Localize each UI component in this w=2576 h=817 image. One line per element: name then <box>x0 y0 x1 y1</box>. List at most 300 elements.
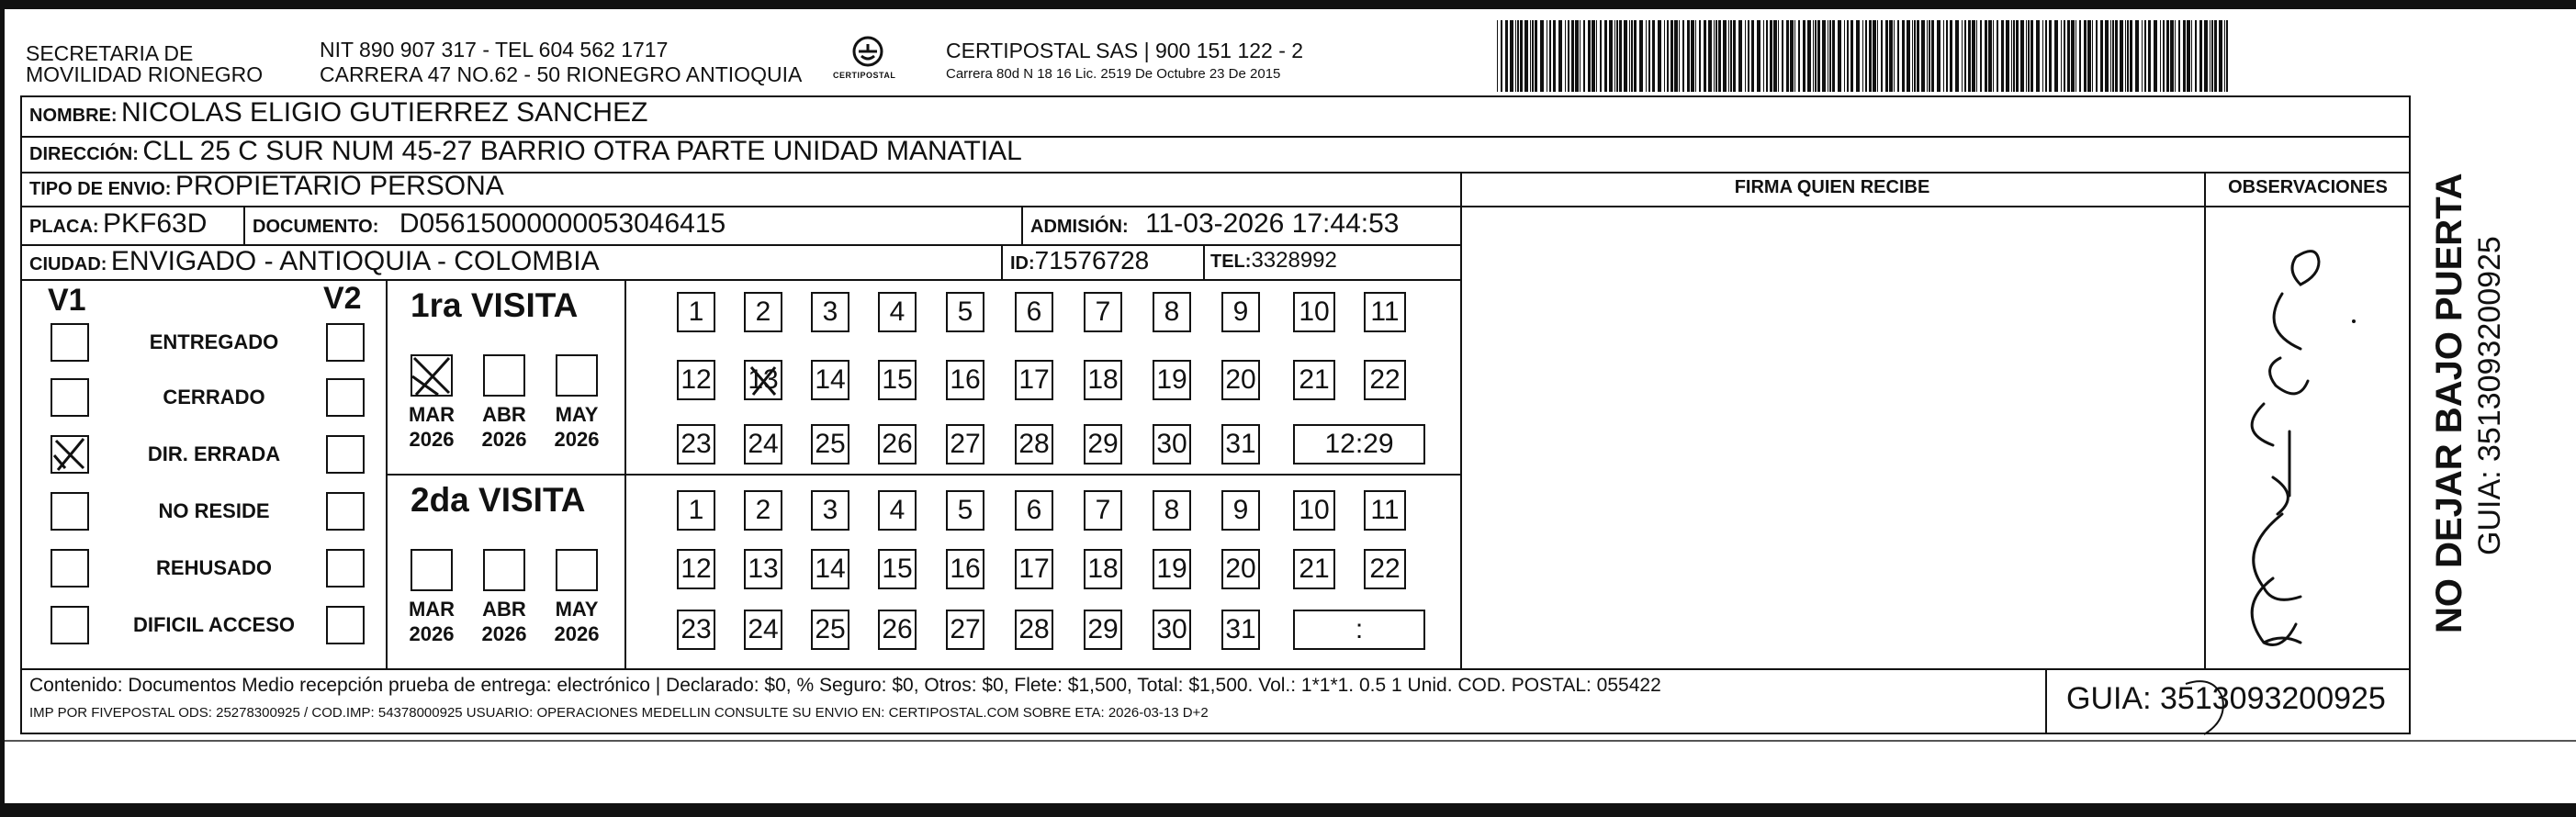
month-name: ABR <box>482 403 526 426</box>
second-visit-title: 2da VISITA <box>411 481 586 519</box>
id-field <box>1010 246 1149 275</box>
barcode-bar <box>1501 20 1502 92</box>
city-label: CIUDAD: <box>29 254 107 274</box>
barcode-bar <box>1894 20 1895 92</box>
observations-header: OBSERVACIONES <box>2228 177 2388 197</box>
day-box[interactable]: 20 <box>1221 360 1260 400</box>
day-box[interactable]: 14 <box>811 549 849 589</box>
barcode-bar <box>2148 20 2151 92</box>
day-box[interactable]: 17 <box>1015 549 1053 589</box>
day-box[interactable]: 15 <box>878 360 917 400</box>
barcode-bar <box>1708 20 1712 92</box>
id-label: ID: <box>1010 253 1035 274</box>
address-line: CARRERA 47 NO.62 - 50 RIONEGRO ANTIOQUIA <box>320 62 803 86</box>
day-box[interactable]: 21 <box>1293 360 1335 400</box>
barcode-bar <box>1751 20 1754 92</box>
issuer-line1: SECRETARIA DE <box>26 41 194 65</box>
day-box[interactable]: 25 <box>811 610 849 650</box>
id-value: 71576728 <box>1034 246 1150 274</box>
tel-label: TEL: <box>1210 252 1252 272</box>
barcode-bar <box>1648 20 1650 92</box>
barcode-bar <box>1565 20 1566 92</box>
barcode-bar <box>2187 20 2190 92</box>
barcode-bar <box>1748 20 1749 92</box>
barcode-bar <box>2028 20 2030 92</box>
barcode <box>1495 20 2232 92</box>
footer-signature-stroke <box>2177 666 2250 739</box>
day-box[interactable]: 2 <box>744 292 782 332</box>
barcode-bar <box>1946 20 1948 92</box>
month-checkbox[interactable] <box>556 549 598 591</box>
day-box[interactable]: 12 <box>677 360 715 400</box>
issuer-line2: MOVILIDAD RIONEGRO <box>26 62 264 86</box>
day-box[interactable]: 31 <box>1221 610 1260 650</box>
option-label: REHUSADO <box>156 556 272 579</box>
barcode-bar <box>1968 20 1971 92</box>
barcode-bar <box>2079 20 2081 92</box>
barcode-bar <box>2036 20 2040 92</box>
day-box[interactable]: 28 <box>1015 424 1053 464</box>
day-box[interactable]: 12 <box>677 549 715 589</box>
barcode-bar <box>2191 20 2192 92</box>
barcode-bar <box>2042 20 2043 92</box>
day-box[interactable]: 24 <box>744 424 782 464</box>
barcode-bar <box>1730 20 1732 92</box>
day-box[interactable]: 26 <box>878 424 917 464</box>
barcode-bar <box>1629 20 1630 92</box>
company-line: CERTIPOSTAL SAS | 900 151 122 - 2 <box>946 39 1304 62</box>
day-box[interactable]: 9 <box>1221 292 1260 332</box>
barcode-bar <box>2045 20 2047 92</box>
v2-checkbox[interactable] <box>326 492 365 531</box>
barcode-bar <box>1535 20 1537 92</box>
barcode-bar <box>2026 20 2027 92</box>
barcode-bar <box>1917 20 1919 92</box>
barcode-bar <box>1679 20 1680 92</box>
col-observations-left <box>2204 172 2206 668</box>
barcode-bar <box>1704 20 1706 92</box>
barcode-bar <box>1873 20 1876 92</box>
day-box[interactable]: 26 <box>878 610 917 650</box>
barcode-bar <box>2142 20 2143 92</box>
barcode-bar <box>1937 20 1940 92</box>
v2-checkbox[interactable] <box>326 435 365 474</box>
day-box[interactable]: 8 <box>1153 292 1191 332</box>
barcode-bar <box>2154 20 2157 92</box>
name-label: NOMBRE: <box>29 106 118 126</box>
content-line: Contenido: Documentos Medio recepción prueba de entrega: electrónico | Declarado: $0, % Seguro: $0, Otros: $0, Flete: $1,500, Total: $1,500. Vol.: 1*1*1. 0.5 1 Unid. COD. POSTAL: 055422 <box>29 675 1661 696</box>
address-label: DIRECCIÓN: <box>29 144 139 164</box>
barcode-bar <box>1907 20 1910 92</box>
day-box[interactable]: 23 <box>677 610 715 650</box>
barcode-bar <box>1773 20 1777 92</box>
barcode-bar <box>1955 20 1959 92</box>
divider <box>1001 244 1003 279</box>
barcode-bar <box>2061 20 2062 92</box>
barcode-bar <box>1575 20 1579 92</box>
document-field <box>253 208 726 240</box>
barcode-bar <box>1778 20 1779 92</box>
barcode-bar <box>1980 20 1982 92</box>
v1-label: V1 <box>48 283 86 318</box>
admission-value: 11-03-2026 17:44:53 <box>1145 208 1400 239</box>
barcode-bar <box>2224 20 2225 92</box>
certipostal-logo <box>831 35 905 84</box>
month-name: MAR <box>408 598 456 621</box>
barcode-bar <box>1718 20 1721 92</box>
address-field <box>29 136 1022 167</box>
option-label: DIR. ERRADA <box>147 442 281 465</box>
ship-type-value: PROPIETARIO PERSONA <box>174 171 504 201</box>
day-box[interactable]: 22 <box>1364 549 1406 589</box>
barcode-bar <box>1568 20 1569 92</box>
day-box[interactable]: 10 <box>1293 490 1335 531</box>
barcode-bar <box>2144 20 2146 92</box>
company-sub: Carrera 80d N 18 16 Lic. 2519 De Octubre 23 De 2015 <box>946 66 1281 82</box>
signature-header: FIRMA QUIEN RECIBE <box>1734 177 1930 197</box>
barcode-bar <box>1631 20 1633 92</box>
day-box[interactable]: 25 <box>811 424 849 464</box>
barcode-bar <box>1757 20 1760 92</box>
day-box[interactable]: 7 <box>1084 292 1122 332</box>
barcode-bar <box>1914 20 1916 92</box>
month-checkbox[interactable] <box>483 549 525 591</box>
barcode-bar <box>1927 20 1928 92</box>
month-checkbox[interactable] <box>411 354 453 397</box>
barcode-bar <box>1745 20 1746 92</box>
day-box[interactable]: 20 <box>1221 549 1260 589</box>
day-box[interactable]: 10 <box>1293 292 1335 332</box>
barcode-bar <box>1817 20 1820 92</box>
barcode-bar <box>1912 20 1913 92</box>
barcode-bar <box>1782 20 1783 92</box>
barcode-bar <box>1532 20 1534 92</box>
barcode-bar <box>1553 20 1556 92</box>
barcode-bar <box>2125 20 2126 92</box>
day-box[interactable]: 18 <box>1084 360 1122 400</box>
barcode-bar <box>1850 20 1853 92</box>
barcode-bar <box>1794 20 1795 92</box>
day-box[interactable]: 11 <box>1364 292 1406 332</box>
day-box[interactable]: 16 <box>946 549 984 589</box>
day-box[interactable]: 5 <box>946 490 984 531</box>
divider <box>1021 206 1023 244</box>
barcode-bar <box>2054 20 2058 92</box>
barcode-bar <box>1510 20 1513 92</box>
day-box[interactable]: 1 <box>677 490 715 531</box>
barcode-bar <box>1616 20 1618 92</box>
barcode-bar <box>1505 20 1508 92</box>
barcode-bar <box>1931 20 1934 92</box>
barcode-bar <box>2183 20 2186 92</box>
barcode-bar <box>1844 20 1845 92</box>
barcode-bar <box>2195 20 2197 92</box>
barcode-bar <box>2130 20 2132 92</box>
name-field <box>29 97 647 129</box>
day-box[interactable]: 27 <box>946 424 984 464</box>
day-box[interactable]: 8 <box>1153 490 1191 531</box>
barcode-bar <box>1988 20 1992 92</box>
barcode-bar <box>1770 20 1772 92</box>
day-box[interactable]: 24 <box>744 610 782 650</box>
barcode-bar <box>2016 20 2019 92</box>
month-year: 2026 <box>481 622 527 645</box>
v1-checkbox[interactable] <box>51 606 89 644</box>
ship-type-label: TIPO DE ENVIO: <box>29 179 172 199</box>
barcode-bar <box>1763 20 1764 92</box>
v1-checkbox[interactable] <box>51 492 89 531</box>
barcode-bar <box>1715 20 1717 92</box>
barcode-bar <box>2011 20 2012 92</box>
barcode-bar <box>2135 20 2139 92</box>
vertical-guia: GUIA: 3513093200925 <box>2472 236 2507 555</box>
month-year: 2026 <box>409 428 455 451</box>
logo-text: CERTIPOSTAL <box>833 71 896 80</box>
lower-separator <box>5 740 2576 742</box>
barcode-bar <box>2199 20 2202 92</box>
barcode-bar <box>1733 20 1736 92</box>
month-checkbox[interactable] <box>411 549 453 591</box>
barcode-bar <box>1962 20 1963 92</box>
day-box[interactable]: 31 <box>1221 424 1260 464</box>
month-name: ABR <box>482 598 526 621</box>
v2-checkbox[interactable] <box>326 606 365 644</box>
barcode-bar <box>1634 20 1637 92</box>
day-box[interactable]: 19 <box>1153 360 1191 400</box>
barcode-bar <box>1687 20 1690 92</box>
barcode-bar <box>2204 20 2208 92</box>
barcode-bar <box>1723 20 1727 92</box>
month-label <box>545 597 609 646</box>
barcode-bar <box>1583 20 1585 92</box>
barcode-bar <box>1497 20 1498 92</box>
barcode-bar <box>1682 20 1684 92</box>
barcode-bar <box>1985 20 1987 92</box>
document-label: DOCUMENTO: <box>253 217 379 237</box>
city-field <box>29 246 600 277</box>
barcode-bar <box>2110 20 2111 92</box>
barcode-bar <box>1847 20 1849 92</box>
barcode-bar <box>1667 20 1669 92</box>
address-value: CLL 25 C SUR NUM 45-27 BARRIO OTRA PARTE UNIDAD MANATIAL <box>142 136 1022 166</box>
barcode-bar <box>1813 20 1814 92</box>
barcode-bar <box>1889 20 1893 92</box>
barcode-bar <box>1803 20 1805 92</box>
day-box[interactable]: 28 <box>1015 610 1053 650</box>
nit-line: NIT 890 907 317 - TEL 604 562 1717 <box>320 38 669 62</box>
barcode-bar <box>2001 20 2004 92</box>
option-label: CERRADO <box>163 386 265 408</box>
day-box[interactable]: 14 <box>811 360 849 400</box>
day-box[interactable]: 2 <box>744 490 782 531</box>
v1-checkbox[interactable] <box>51 435 89 474</box>
barcode-bar <box>2096 20 2098 92</box>
barcode-bar <box>2112 20 2114 92</box>
barcode-bar <box>1929 20 1930 92</box>
barcode-bar <box>1592 20 1595 92</box>
barcode-bar <box>2219 20 2222 92</box>
divider <box>1203 244 1205 279</box>
barcode-bar <box>1976 20 1977 92</box>
tel-value: 3328992 <box>1251 248 1337 273</box>
barcode-bar <box>2064 20 2065 92</box>
month-name: MAY <box>555 598 599 621</box>
recipient-signature <box>2209 239 2365 670</box>
barcode-bar <box>1639 20 1643 92</box>
barcode-bar <box>1558 20 1562 92</box>
day-box[interactable]: 7 <box>1084 490 1122 531</box>
day-box[interactable]: 13 <box>744 549 782 589</box>
barcode-bar <box>1815 20 1817 92</box>
barcode-bar <box>1699 20 1701 92</box>
day-box[interactable]: 16 <box>946 360 984 400</box>
barcode-bar <box>1646 20 1647 92</box>
city-value: ENVIGADO - ANTIOQUIA - COLOMBIA <box>110 246 600 276</box>
day-box[interactable]: 9 <box>1221 490 1260 531</box>
barcode-bar <box>1865 20 1867 92</box>
name-value: NICOLAS ELIGIO GUTIERREZ SANCHEZ <box>121 97 648 128</box>
day-box[interactable]: 1 <box>677 292 715 332</box>
barcode-bar <box>1950 20 1952 92</box>
barcode-bar <box>1714 20 1715 92</box>
barcode-bar <box>1588 20 1591 92</box>
option-label: ENTREGADO <box>149 330 279 353</box>
barcode-bar <box>1829 20 1831 92</box>
barcode-bar <box>1674 20 1678 92</box>
barcode-bar <box>1790 20 1794 92</box>
day-box[interactable]: 19 <box>1153 549 1191 589</box>
barcode-bar <box>2075 20 2076 92</box>
day-box[interactable]: 5 <box>946 292 984 332</box>
barcode-bar <box>2120 20 2123 92</box>
barcode-bar <box>1609 20 1613 92</box>
day-box[interactable]: 13 <box>744 360 782 400</box>
day-box[interactable]: 30 <box>1153 610 1191 650</box>
barcode-bar <box>2127 20 2129 92</box>
plate-field <box>29 208 207 240</box>
day-box[interactable]: 11 <box>1364 490 1406 531</box>
day-box[interactable]: 6 <box>1015 292 1053 332</box>
barcode-bar <box>1993 20 1994 92</box>
day-box[interactable]: 3 <box>811 490 849 531</box>
barcode-bar <box>1515 20 1516 92</box>
day-box[interactable]: 4 <box>878 490 917 531</box>
barcode-bar <box>2226 20 2228 92</box>
barcode-bar <box>2006 20 2009 92</box>
barcode-bar <box>1786 20 1789 92</box>
document-value: D05615000000053046415 <box>399 208 726 239</box>
tel-field <box>1210 248 1337 274</box>
barcode-bar <box>1670 20 1673 92</box>
barcode-bar <box>1596 20 1597 92</box>
barcode-bar <box>2084 20 2087 92</box>
plate-label: PLACA: <box>29 217 99 237</box>
barcode-bar <box>1943 20 1944 92</box>
day-box[interactable]: 29 <box>1084 424 1122 464</box>
day-box[interactable]: 29 <box>1084 610 1122 650</box>
barcode-bar <box>1897 20 1899 92</box>
v1-checkbox[interactable] <box>51 378 89 417</box>
month-name: MAR <box>408 403 456 426</box>
day-box[interactable]: 21 <box>1293 549 1335 589</box>
v2-checkbox[interactable] <box>326 549 365 588</box>
barcode-bar <box>1619 20 1622 92</box>
col-guia-left <box>2045 668 2047 734</box>
row-line <box>20 279 1462 281</box>
barcode-bar <box>1972 20 1975 92</box>
v1-checkbox[interactable] <box>51 323 89 362</box>
barcode-bar <box>1540 20 1544 92</box>
option-label: NO RESIDE <box>158 499 270 522</box>
barcode-bar <box>2175 20 2176 92</box>
col-signature-left <box>1460 172 1462 668</box>
plate-value: PKF63D <box>103 208 208 239</box>
barcode-bar <box>1604 20 1607 92</box>
v2-checkbox[interactable] <box>326 323 365 362</box>
barcode-bar <box>2100 20 2103 92</box>
month-label <box>545 402 609 452</box>
month-year: 2026 <box>554 428 600 451</box>
month-label <box>472 597 536 646</box>
barcode-bar <box>2211 20 2213 92</box>
barcode-bar <box>1524 20 1528 92</box>
time-box[interactable]: : <box>1293 610 1425 650</box>
barcode-bar <box>2166 20 2169 92</box>
day-box[interactable]: 15 <box>878 549 917 589</box>
day-box[interactable]: 23 <box>677 424 715 464</box>
barcode-bar <box>2214 20 2217 92</box>
barcode-bar <box>1921 20 1925 92</box>
visit-row-divider <box>386 474 1460 476</box>
time-box[interactable]: 12:29 <box>1293 424 1425 464</box>
day-box[interactable]: 30 <box>1153 424 1191 464</box>
barcode-bar <box>1658 20 1661 92</box>
barcode-bar <box>1902 20 1905 92</box>
day-box[interactable]: 18 <box>1084 549 1122 589</box>
first-visit-title: 1ra VISITA <box>411 286 579 324</box>
barcode-bar <box>1549 20 1551 92</box>
divider <box>243 206 245 244</box>
barcode-bar <box>1807 20 1811 92</box>
month-checkbox[interactable] <box>483 354 525 397</box>
day-box[interactable]: 3 <box>811 292 849 332</box>
month-checkbox[interactable] <box>556 354 598 397</box>
admission-field <box>1030 208 1399 240</box>
v1-checkbox[interactable] <box>51 549 89 588</box>
barcode-bar <box>1881 20 1883 92</box>
barcode-bar <box>1822 20 1826 92</box>
month-year: 2026 <box>481 428 527 451</box>
day-box[interactable]: 6 <box>1015 490 1053 531</box>
barcode-bar <box>1652 20 1655 92</box>
barcode-bar <box>1869 20 1872 92</box>
barcode-bar <box>2030 20 2033 92</box>
month-label <box>472 402 536 452</box>
barcode-bar <box>1738 20 1742 92</box>
barcode-bar <box>2170 20 2174 92</box>
bottom-border <box>0 803 2576 817</box>
v2-checkbox[interactable] <box>326 378 365 417</box>
day-box[interactable]: 22 <box>1364 360 1406 400</box>
day-box[interactable]: 17 <box>1015 360 1053 400</box>
barcode-bar <box>1728 20 1729 92</box>
ship-type-field <box>29 171 504 202</box>
footer-guia: GUIA: 3513093200925 <box>2066 681 2386 716</box>
day-box[interactable]: 27 <box>946 610 984 650</box>
barcode-bar <box>2160 20 2161 92</box>
day-box[interactable]: 4 <box>878 292 917 332</box>
left-border <box>0 0 5 817</box>
